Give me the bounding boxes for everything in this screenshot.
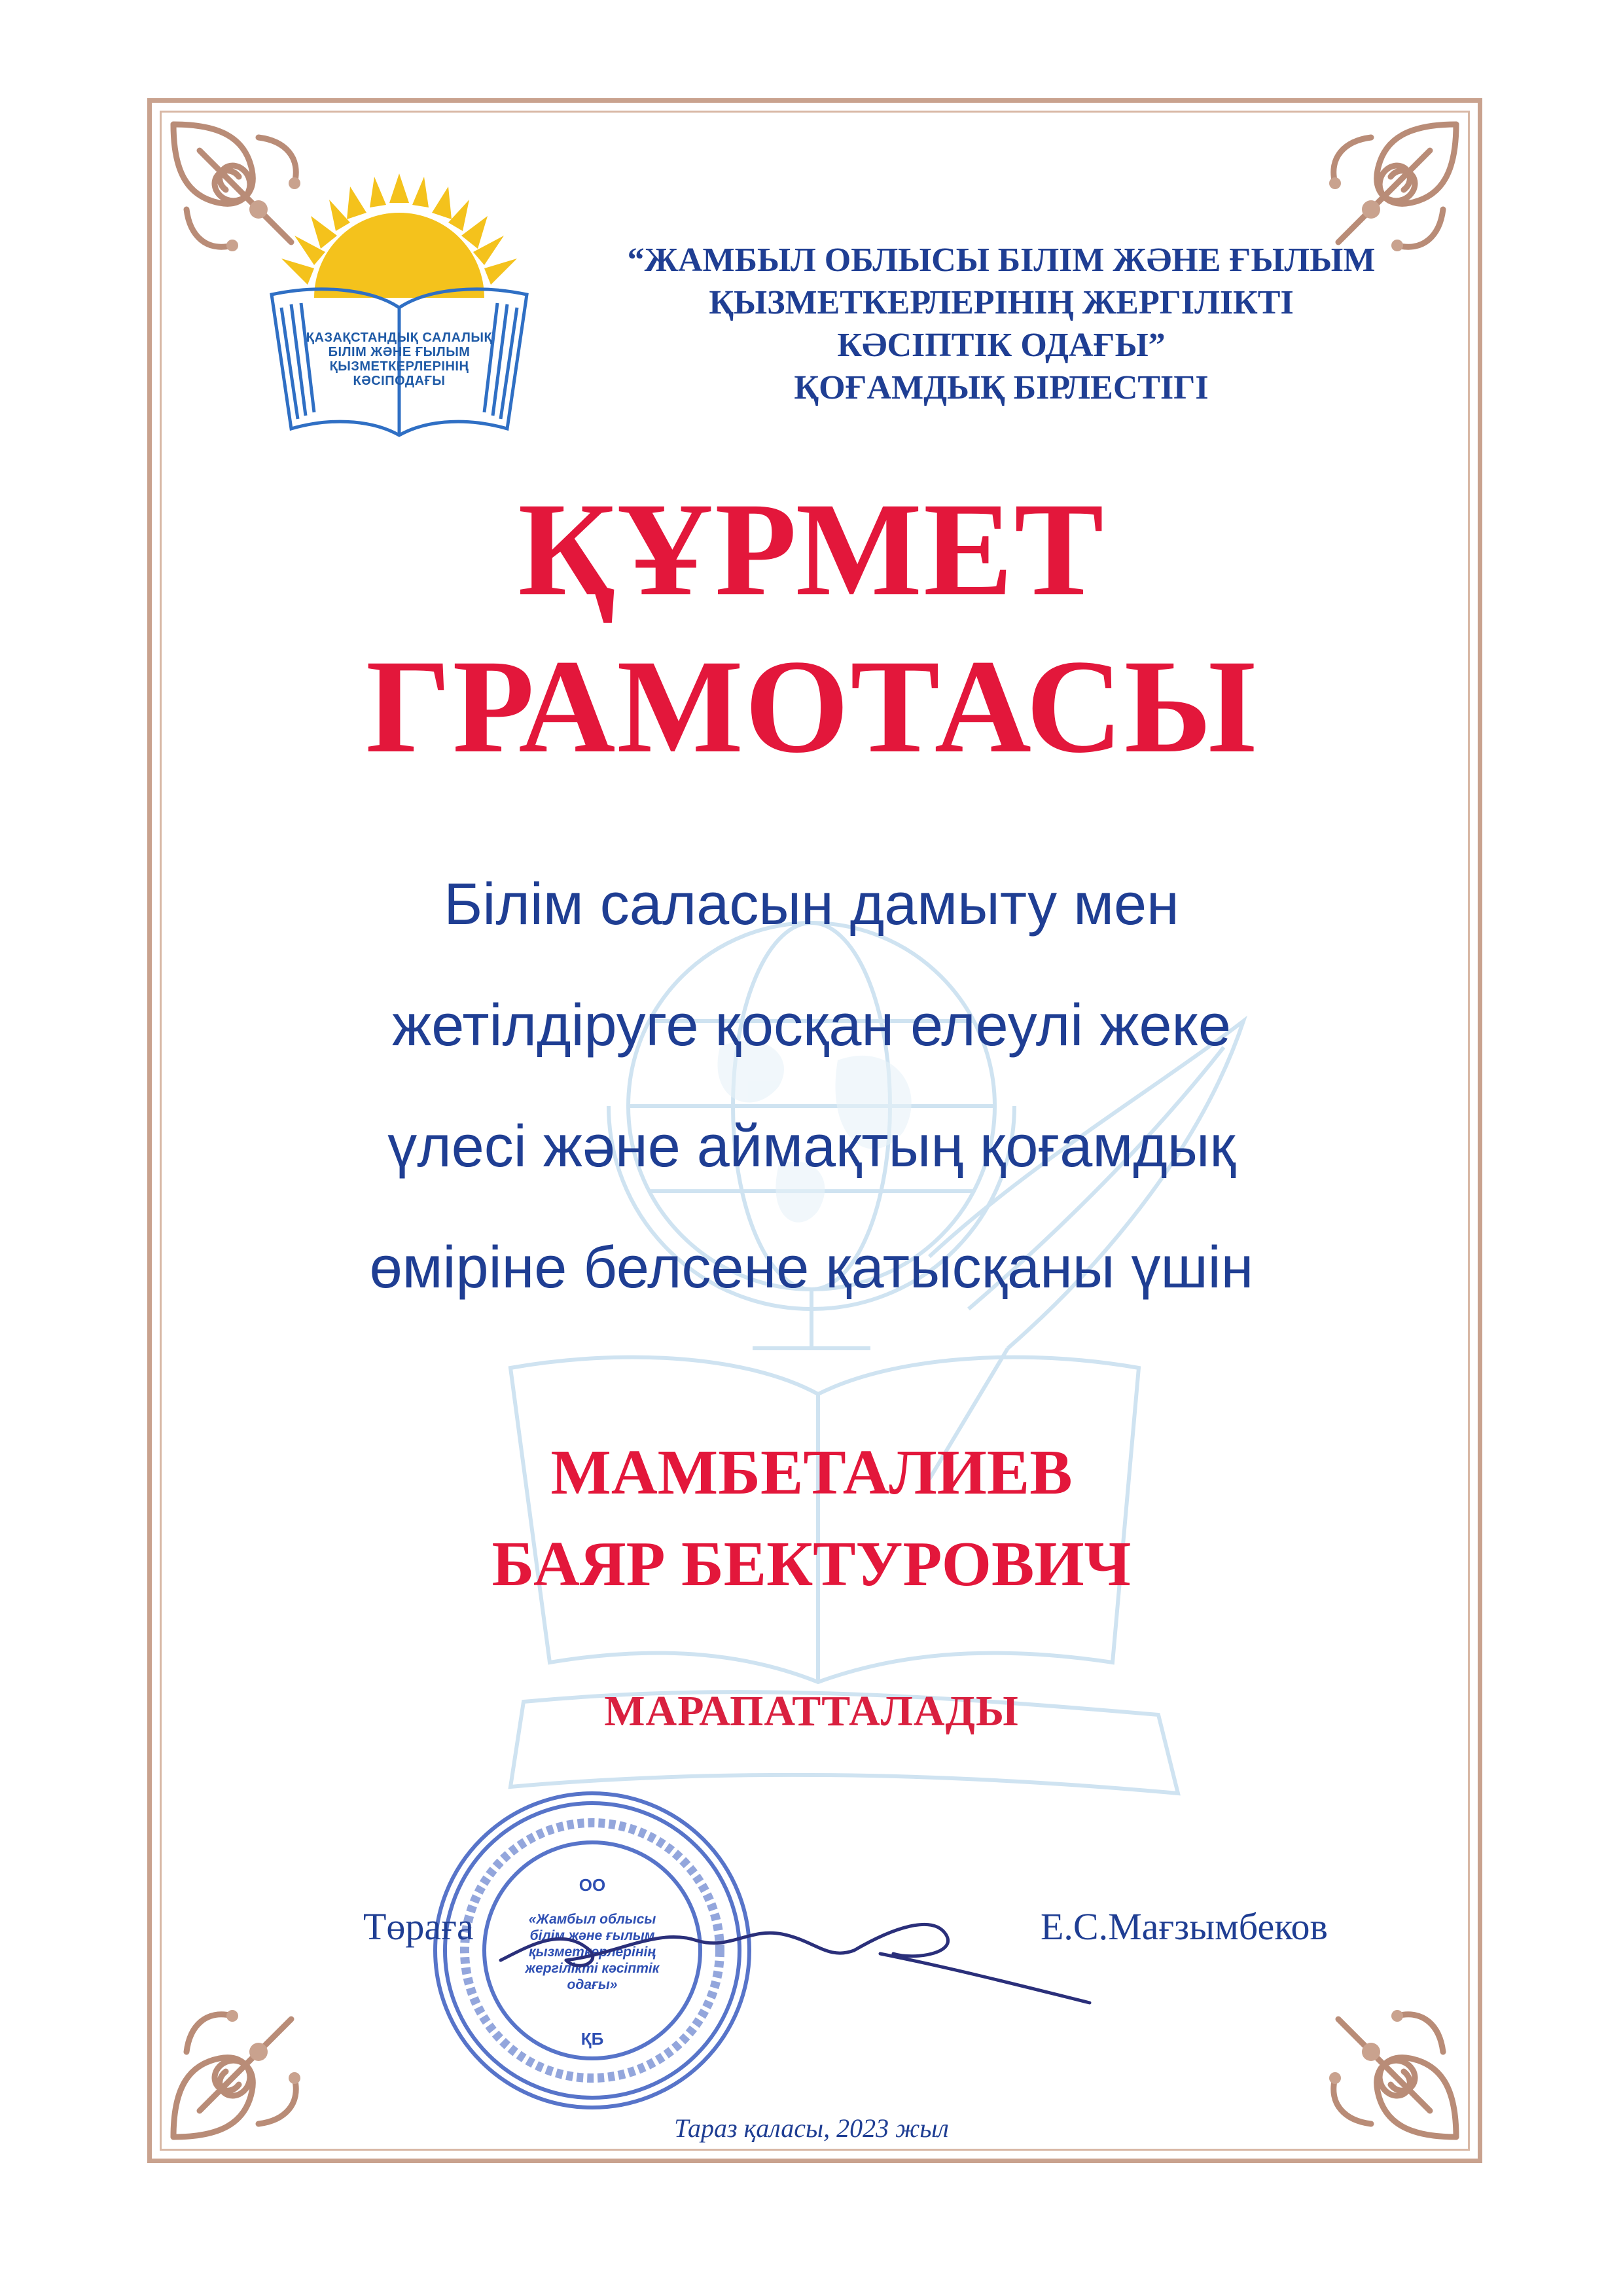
organization-line: КӘСІПТІК ОДАҒЫ” <box>837 327 1166 364</box>
award-reason-line: өміріне белсене қатысқаны үшін <box>369 1235 1254 1300</box>
handwritten-signature-icon <box>488 1888 1109 2013</box>
logo-caption-line: БІЛІМ ЖӘНЕ ҒЫЛЫМ <box>328 345 471 359</box>
organization-line: ҚЫЗМЕТКЕРЛЕРІНІҢ ЖЕРГІЛІКТІ <box>709 284 1294 321</box>
recipient-name <box>196 1427 1427 1610</box>
organization-line: ҚОҒАМДЫҚ БІРЛЕСТІГІ <box>794 369 1209 406</box>
logo-caption-line: КӘСІПОДАҒЫ <box>353 374 446 388</box>
union-logo-icon <box>252 167 546 442</box>
recipient-given-name: БАЯР БЕКТУРОВИЧ <box>491 1529 1132 1600</box>
award-reason-line: жетілдіруге қосқан елеулі жеке <box>392 993 1231 1058</box>
stamp-line: жергілікті кәсіптік <box>525 1961 660 1976</box>
place-and-year: Тараз қаласы, 2023 жыл <box>674 2113 949 2143</box>
title-line-2: ГРАМОТАСЫ <box>365 632 1258 781</box>
stamp-top-text: ОО <box>579 1875 606 1895</box>
stamp-bottom-text: ҚБ <box>580 2029 604 2049</box>
organization-line: “ЖАМБЫЛ ОБЛЫСЫ БІЛІМ ЖӘНЕ ҒЫЛЫМ <box>627 242 1376 279</box>
award-reason-line: үлесі және аймақтың қоғамдық <box>387 1114 1236 1179</box>
awarded-label: МАРАПАТТАЛАДЫ <box>604 1687 1019 1735</box>
certificate-title <box>196 471 1427 785</box>
stamp-line: қызметкерлерінің <box>528 1945 656 1960</box>
logo-caption-line: ҚЫЗМЕТКЕРЛЕРІНІҢ <box>329 359 469 374</box>
signatory-name: Е.С.Мағзымбеков <box>1041 1905 1328 1948</box>
stamp-line: одағы» <box>567 1977 618 1992</box>
stamp-line: білім және ғылым <box>529 1928 655 1943</box>
stamp-line: «Жамбыл облысы <box>528 1912 656 1927</box>
organization-header <box>543 239 1459 409</box>
recipient-surname: МАМБЕТАЛИЕВ <box>550 1437 1073 1508</box>
title-line-1: ҚҰРМЕТ <box>518 475 1105 624</box>
signatory-role: Төраға <box>363 1905 474 1948</box>
logo-caption-line: ҚАЗАҚСТАНДЫҚ САЛАЛЫҚ <box>306 331 493 345</box>
logo-caption <box>298 331 501 388</box>
award-reason-line: Білім саласын дамыту мен <box>444 872 1179 937</box>
award-reason <box>196 844 1427 1329</box>
